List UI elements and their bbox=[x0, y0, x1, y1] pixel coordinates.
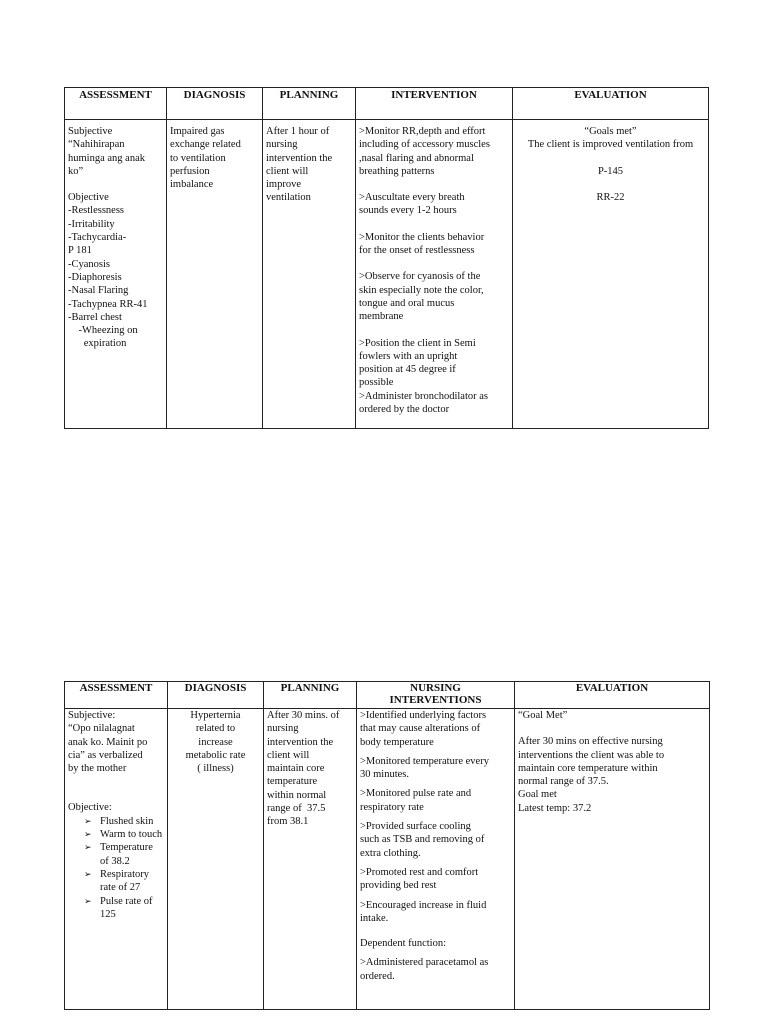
text-line: sounds every 1-2 hours bbox=[359, 205, 457, 217]
text-line: -Cyanosis bbox=[68, 258, 110, 270]
header-nursing-interventions: NURSING INTERVENTIONS bbox=[357, 682, 515, 709]
cell-evaluation bbox=[513, 120, 709, 429]
text-line: >Monitor RR,depth and effort bbox=[359, 126, 486, 137]
text-line: -Barrel chest bbox=[68, 311, 122, 323]
text-line: fowlers with an upright bbox=[359, 350, 458, 362]
text-line: by the mother bbox=[68, 763, 127, 775]
text-line: Impaired gas bbox=[170, 126, 225, 137]
text-line: P-145 bbox=[597, 165, 624, 177]
list-item bbox=[82, 868, 164, 895]
cell-assessment bbox=[65, 120, 167, 429]
text-line: for the onset of restlessness bbox=[359, 245, 475, 257]
text-line: Objective: bbox=[68, 802, 112, 814]
table-row bbox=[65, 120, 709, 429]
text-line bbox=[359, 324, 509, 337]
text-line bbox=[516, 178, 705, 191]
text-line: Goal met bbox=[518, 789, 557, 801]
header-evaluation: EVALUATION bbox=[515, 682, 710, 709]
text-line: skin especially note the color, bbox=[359, 284, 484, 296]
text-line: intervention the bbox=[267, 736, 334, 748]
cell-diagnosis bbox=[168, 709, 264, 1010]
cell-planning bbox=[263, 120, 356, 429]
text-line: anak ko. Mainit po bbox=[68, 736, 148, 748]
text-line: membrane bbox=[359, 311, 404, 323]
text-line: extra clothing. bbox=[360, 847, 421, 859]
text-line: -Wheezing on bbox=[68, 325, 138, 337]
text-line: possible bbox=[359, 377, 394, 389]
text-line: huminga ang anak bbox=[68, 152, 145, 164]
text-line: -Tachypnea RR-41 bbox=[68, 298, 148, 310]
text-line bbox=[518, 722, 706, 735]
text-line: intervention the bbox=[266, 152, 333, 164]
text-line: ko” bbox=[68, 165, 84, 177]
text-line: nursing bbox=[267, 723, 299, 735]
text-line: >Promoted rest and comfort bbox=[360, 866, 479, 878]
text-line: RR-22 bbox=[596, 191, 625, 203]
text-line: After 30 mins on effective nursing bbox=[518, 736, 663, 748]
text-line: tongue and oral mucus bbox=[359, 297, 455, 309]
text-line: >Provided surface cooling bbox=[360, 821, 471, 833]
bullet-arrow-icon: ➢ bbox=[84, 895, 92, 906]
text-line: cia” as verbalized bbox=[68, 749, 143, 761]
header-diagnosis: DIAGNOSIS bbox=[168, 682, 264, 709]
text-line bbox=[68, 775, 164, 788]
text-line: maintain core bbox=[267, 763, 325, 775]
header-assessment: ASSESSMENT bbox=[65, 682, 168, 709]
header-planning: PLANNING bbox=[263, 88, 356, 120]
text-line: ordered by the doctor bbox=[359, 404, 450, 416]
text-line: ordered. bbox=[360, 970, 395, 982]
table-row bbox=[65, 709, 710, 1010]
text-line bbox=[359, 257, 509, 270]
text-line: that may cause alterations of bbox=[360, 723, 481, 735]
text-line: improve bbox=[266, 179, 301, 191]
list-item bbox=[82, 895, 164, 922]
list-item-text: Pulse rate of 125 bbox=[100, 895, 153, 920]
text-line: >Monitor the clients behavior bbox=[359, 231, 485, 243]
cell-assessment bbox=[65, 709, 168, 1010]
text-line: imbalance bbox=[170, 179, 214, 191]
text-line: -Nasal Flaring bbox=[68, 285, 129, 297]
text-line: The client is improved ventilation from bbox=[527, 139, 694, 151]
list-item bbox=[82, 815, 164, 828]
cell-diagnosis bbox=[167, 120, 263, 429]
text-line: maintain core temperature within bbox=[518, 762, 658, 774]
text-line: ,nasal flaring and abnormal bbox=[359, 152, 474, 164]
text-line: interventions the client was able to bbox=[518, 749, 665, 761]
text-line: >Encouraged increase in fluid bbox=[360, 899, 487, 911]
text-line: After 30 mins. of bbox=[267, 710, 340, 721]
text-line: After 1 hour of bbox=[266, 126, 330, 137]
header-intervention: INTERVENTION bbox=[356, 88, 513, 120]
text-line: P 181 bbox=[68, 245, 92, 257]
cell-intervention bbox=[357, 709, 515, 1010]
text-line: position at 45 degree if bbox=[359, 364, 456, 376]
table-header-row bbox=[65, 88, 709, 120]
bullet-arrow-icon: ➢ bbox=[84, 868, 92, 879]
text-line: >Position the client in Semi bbox=[359, 337, 476, 349]
text-line: including of accessory muscles bbox=[359, 139, 490, 151]
bullet-arrow-icon: ➢ bbox=[84, 815, 92, 826]
text-line bbox=[359, 218, 509, 231]
text-line: “Goals met” bbox=[584, 126, 637, 137]
header-diagnosis: DIAGNOSIS bbox=[167, 88, 263, 120]
text-line: -Diaphoresis bbox=[68, 271, 122, 283]
cell-evaluation bbox=[515, 709, 710, 1010]
bullet-arrow-icon: ➢ bbox=[84, 829, 92, 840]
text-line: ( illness) bbox=[197, 763, 234, 775]
text-line: “Goal Met” bbox=[518, 710, 568, 721]
text-line: >Identified underlying factors bbox=[360, 710, 487, 721]
text-line: intake. bbox=[360, 912, 389, 924]
text-line: nursing bbox=[266, 139, 298, 151]
text-line: >Monitored pulse rate and bbox=[360, 788, 472, 800]
text-line: exchange related bbox=[170, 139, 241, 151]
text-line: -Tachycardia- bbox=[68, 232, 127, 244]
assessment-text bbox=[68, 709, 164, 815]
text-line: body temperature bbox=[360, 736, 434, 748]
text-line: respiratory rate bbox=[360, 801, 424, 813]
text-line: normal range of 37.5. bbox=[518, 776, 609, 788]
text-line: >Monitored temperature every bbox=[360, 755, 489, 767]
text-line: expiration bbox=[68, 338, 127, 350]
text-line: Objective bbox=[68, 192, 109, 204]
text-line: metabolic rate bbox=[185, 749, 246, 761]
objective-list bbox=[68, 815, 164, 921]
text-line: related to bbox=[195, 723, 236, 735]
text-line: client will bbox=[267, 749, 310, 761]
cell-planning bbox=[264, 709, 357, 1010]
text-line: Dependent function: bbox=[360, 938, 447, 950]
bullet-arrow-icon: ➢ bbox=[84, 842, 92, 853]
text-line: “Opo nilalagnat bbox=[68, 723, 135, 735]
text-line: Hyperternia bbox=[190, 710, 241, 721]
list-item bbox=[82, 841, 164, 868]
care-plan-table-1 bbox=[64, 87, 709, 429]
text-line bbox=[359, 178, 509, 191]
text-line: temperature bbox=[267, 776, 318, 788]
header-assessment: ASSESSMENT bbox=[65, 88, 167, 120]
text-line: Latest temp: 37.2 bbox=[518, 802, 592, 814]
text-line: >Auscultate every breath bbox=[359, 192, 465, 204]
list-item bbox=[82, 828, 164, 841]
care-plan-table-2 bbox=[64, 681, 710, 1010]
text-line: -Restlessness bbox=[68, 205, 124, 217]
text-line: range of 37.5 bbox=[267, 803, 326, 815]
table-header-row bbox=[65, 682, 710, 709]
text-line: providing bed rest bbox=[360, 880, 437, 892]
text-line: Subjective bbox=[68, 126, 113, 137]
list-item-text: Temperature of 38.2 bbox=[100, 842, 153, 867]
text-line: perfusion bbox=[170, 165, 210, 177]
text-line: to ventilation bbox=[170, 152, 226, 164]
text-line: “Nahihirapan bbox=[68, 139, 125, 151]
list-item-text: Respiratory rate of 27 bbox=[100, 868, 149, 894]
cell-intervention bbox=[356, 120, 513, 429]
text-line: client will bbox=[266, 165, 309, 177]
header-evaluation: EVALUATION bbox=[513, 88, 709, 120]
text-line: ventilation bbox=[266, 192, 311, 204]
text-line: from 38.1 bbox=[267, 816, 309, 828]
header-planning: PLANNING bbox=[264, 682, 357, 709]
text-line: increase bbox=[198, 736, 233, 748]
text-line: >Administer bronchodilator as bbox=[359, 390, 488, 402]
list-item-text: Flushed skin bbox=[100, 815, 154, 827]
text-line: Subjective: bbox=[68, 710, 116, 721]
text-line: -Irritability bbox=[68, 218, 115, 230]
text-line bbox=[516, 152, 705, 165]
list-item-text: Warm to touch bbox=[100, 829, 163, 841]
text-line: breathing patterns bbox=[359, 165, 435, 177]
text-line: such as TSB and removing of bbox=[360, 834, 485, 846]
text-line: within normal bbox=[267, 789, 327, 801]
text-line: >Administered paracetamol as bbox=[360, 957, 489, 969]
text-line bbox=[68, 178, 163, 191]
text-line: 30 minutes. bbox=[360, 769, 409, 781]
text-line: >Observe for cyanosis of the bbox=[359, 271, 481, 283]
text-line bbox=[68, 788, 164, 801]
